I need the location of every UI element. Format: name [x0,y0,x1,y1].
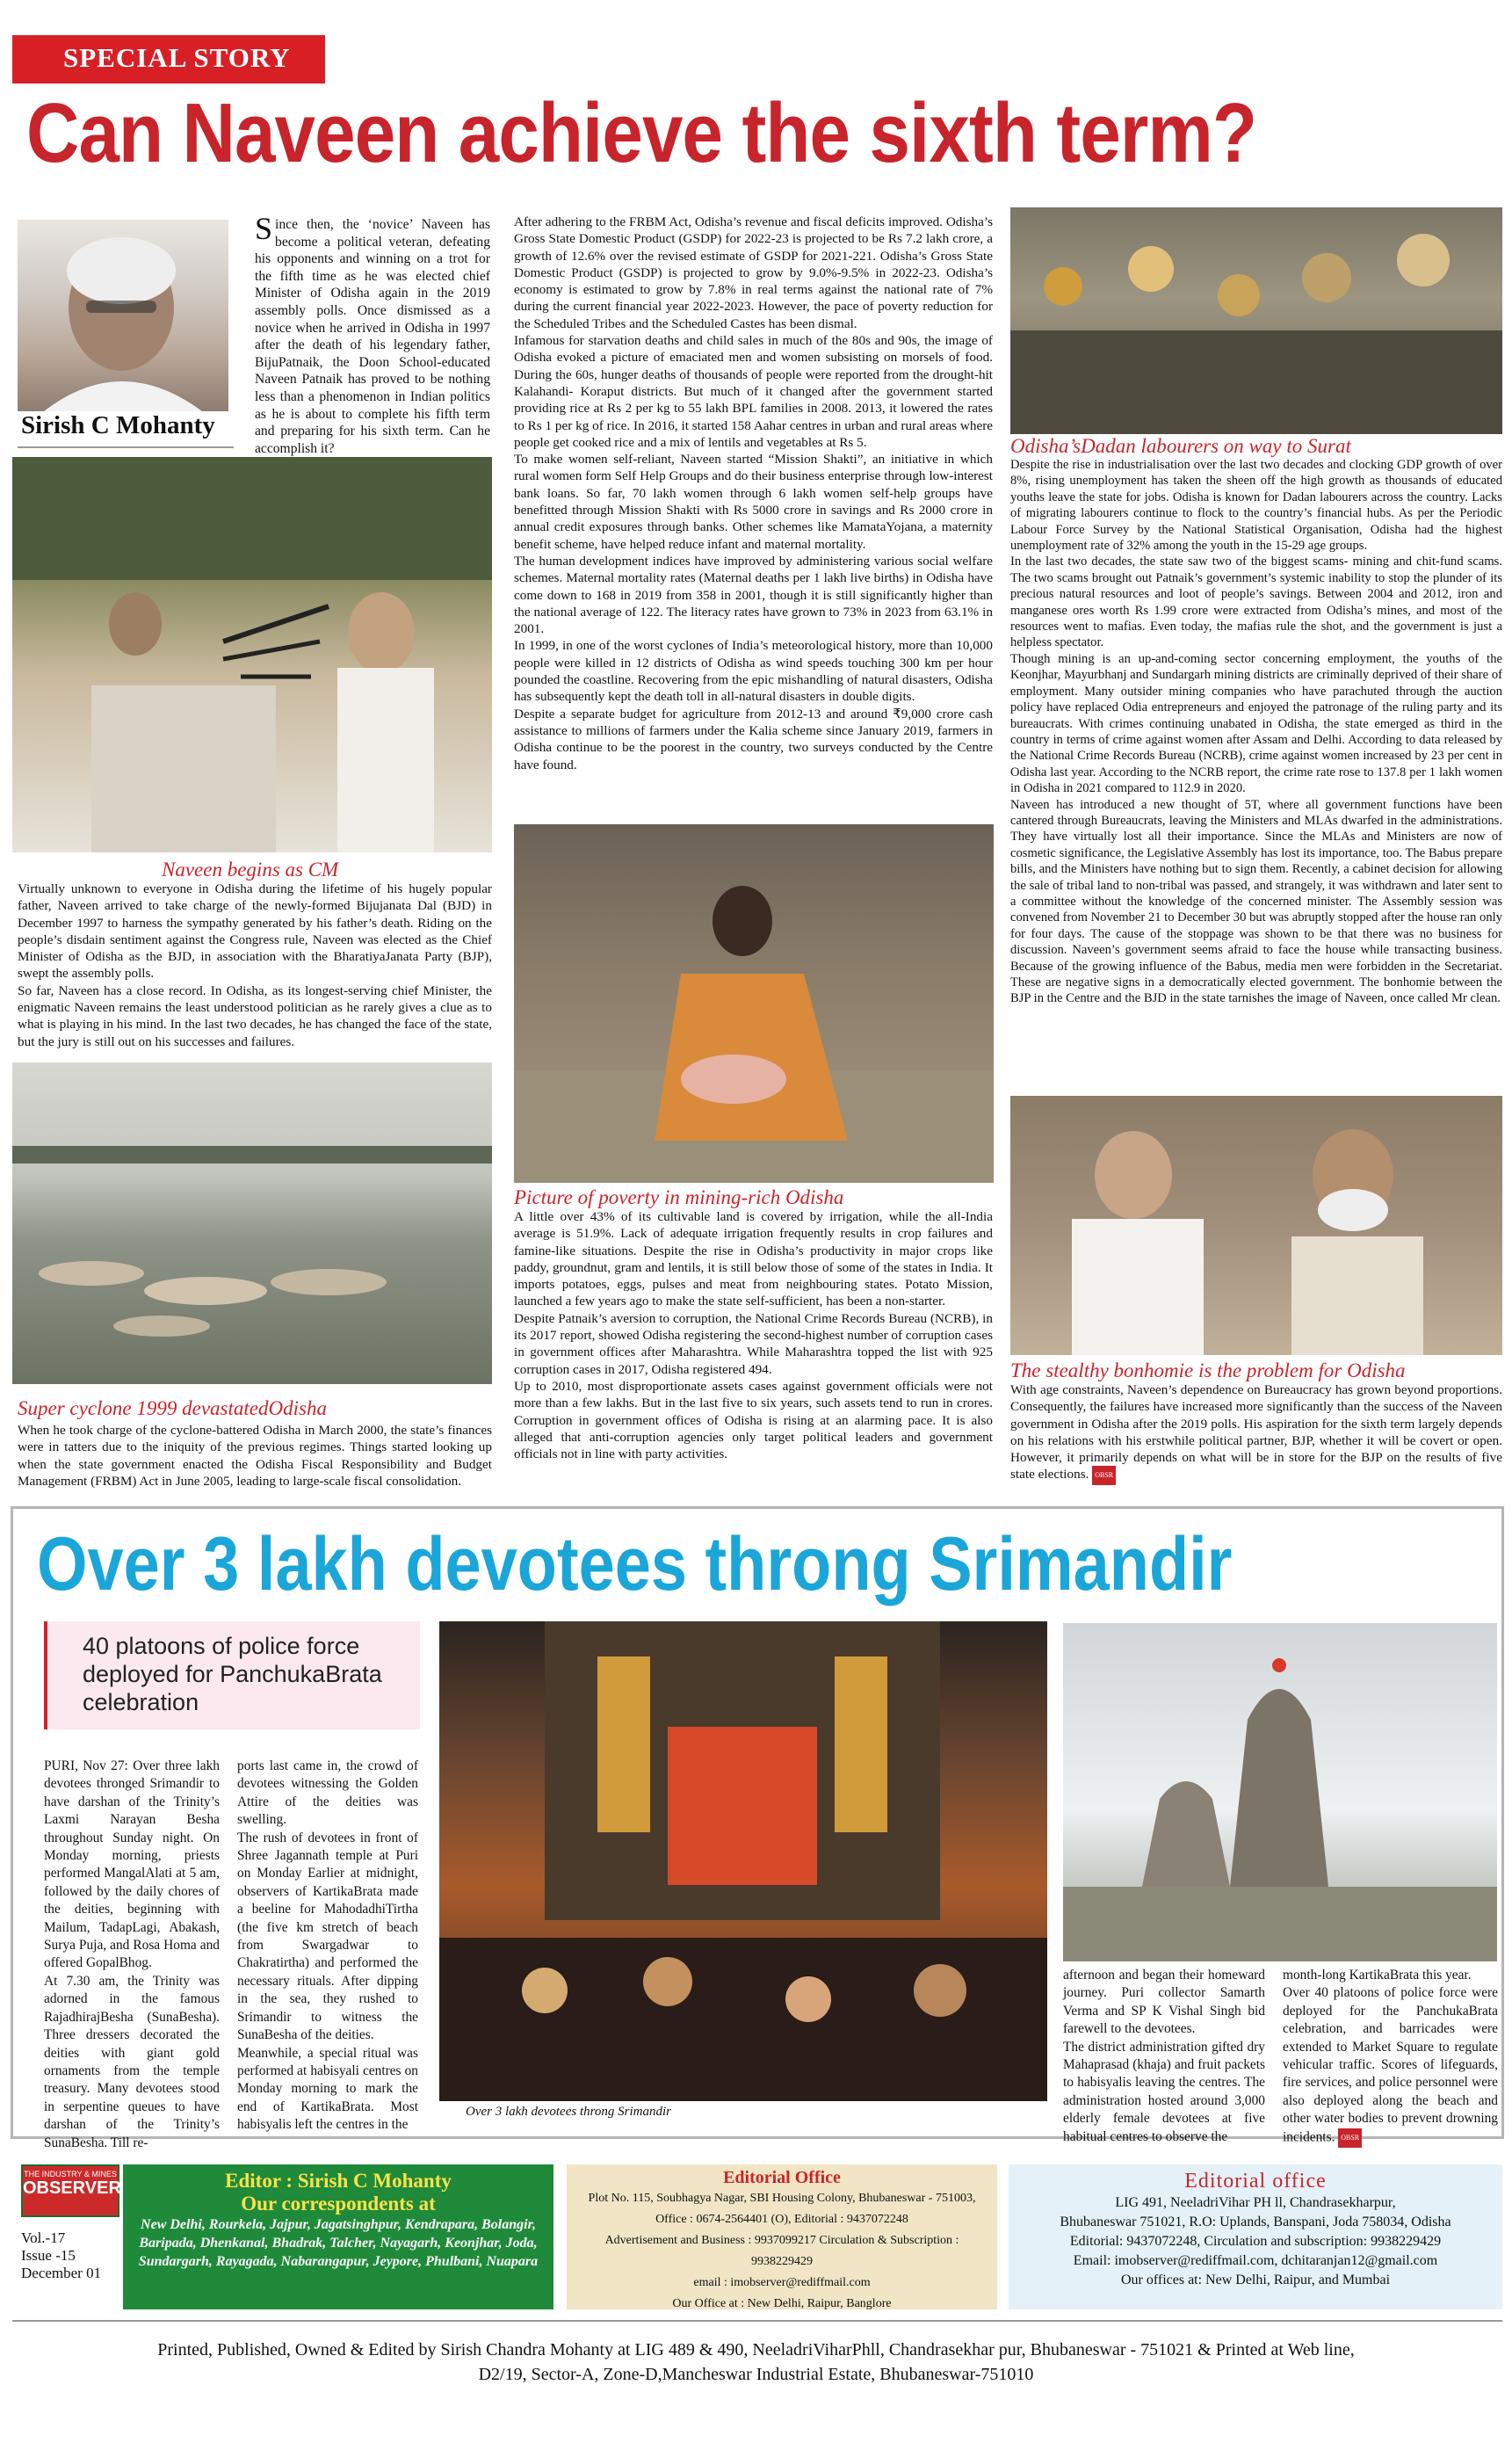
economy-text: After adhering to the FRBM Act, Odisha’s revenue and fiscal deficits improved. Odisha’s Gross State Domestic Product (GSDP) for 2022-23 is projected to be Rs 7.2 lakh crore, a growth of 12.6% over the revised estimate of GSDP for 2021-221. Odisha’s Gross State Domestic Product (GSDP) is projected to grow by 9.0%-9.5% in 2022-23. Odisha’s economy is estimated to grow by 7.8% in real terms against the national rate of 7% during the current financial year 2022-2023. However, the pace of poverty reduction for the Scheduled Tribes and the Scheduled Castes has been dismal. Infamous for starvation deaths and child sales in much of the 80s and 90s, the image of Odisha evoked a picture of emaciated men and women subsisting on morsels of food. During the 60s, hunger deaths of thousands of people were reported from the drought-hit Kalahandi- Koraput districts. But much of it changed after the government started providing rice at Rs 2 per kg to 55 lakh BPL families in 2008. 2013, it lowered the rates to Rs 1 per kg of rice. In 2016, it started 158 Aahar centres in urban and rural areas where people get cooked rice and a mix of lentils and vegetables at Rs 5. To make women self-reliant, Naveen started “Mission Shakti”, an initiative in which rural women form Self Help Groups and do their business enterprise through low-interest bank loans. So far, 70 lakh women through 6 lakh women self-help groups have benefitted through Mission Shakti with Rs 5000 crore in savings and Rs 2000 crore in annual credit exposures through banks. Other schemes like MamataYojana, a maternity benefit scheme, have helped reduce infant and maternal mortality. The human development indices have improved by administering various social welfare schemes. Maternal mortality rates (Maternal deaths per 1 lakh live births) in Odisha have come down to 168 in 2019 from 358 in 2001, though it is still significantly higher than the national average of 122. The literacy rates have grown to 73% in 2023 from 63.1% in 2001. In 1999, in one of the worst cyclones of India’s meteorological history, more than 10,000 people were killed in 12 districts of Odisha as wind speeds touching 300 km per hour pounded the coastline. Recovering from the epic mishandling of natural disasters, Odisha has subsequently kept the death toll in all-natural disasters in double digits. Despite a separate budget for agriculture from 2012-13 and around ₹9,000 crore cash assistance to millions of farmers under the Kalia scheme since January 2019, farmers in Odisha continue to be the poorest in the country, two surveys conducted by the Centre have found. [514,214,993,772]
labourers-photo [1010,207,1502,434]
office-line-4: Email: imobserver@rediffmail.com, dchitaranjan12@gmail.com [1073,2253,1438,2268]
correspondents-places: New Delhi, Rourkela, Jajpur, Jagatsinghpur, Kendrapara, Bolangir, Baripada, Dhenkanal, Bhadrak, Talcher, Nayagarh, Keonjhar, Joda, Sundargarh, Rayagada, Nabarangapur, Jeypore, Phulbani, Nuapara [138,2217,539,2269]
temple-spire-icon [1063,1623,1497,1961]
masthead-name: OBSERVER [23,2178,121,2198]
byline-rule [18,446,234,448]
story2-col2: ports last came in, the crowd of devotees witnessing the Golden Attire of the deities was swelling. The rush of devotees in front of Shree Jagannath temple at Puri on Monday Earlier at midnight, observers of KartikaBrata made a beeline for MahodadhiTirtha (the five km stretch of beach from Swargadwar to Chakratirtha) and performed the necessary rituals. After dipping in the sea, they rushed to Srimandir to witness the SunaBesha of the deities. Meanwhile, a special ritual was performed at habisyali centres on Monday morning to mark the end of KartikaBrata. Most habisyalis left the centres in the [237,1758,418,2133]
caption-cyclone: Super cyclone 1999 devastatedOdisha [18,1397,327,1419]
editor-name: Editor : Sirish C Mohanty [225,2170,452,2192]
section-tag: SPECIAL STORY [12,35,325,83]
correspondents-title: Our correspondents at [241,2193,436,2215]
caption-bonhomie: The stealthy bonhomie is the problem for Odisha [1010,1359,1406,1381]
author-portrait-icon [18,220,228,411]
intro-body: ince then, the ‘novice’ Naveen has become a political veteran, defeating his opponents and winning on a trot for the fifth time as he was elected chief Minister of Odisha again in the 2019 assembly polls. Once dismissed as a novice when he arrived in Odisha in 1997 after the death of his legendary father, BijuPatnaik, the Doon School-educated Naveen Patnaik has proved to be nothing less than a phenomenon in Indian politics as he is about to complete his fifth term and preparing for his sixth term. Can he accomplish it? [255,217,490,456]
story2-col4-body: month-long KartikaBrata this year. Over 40 platoons of police force were deployed for the PanchukaBrata celebration, and barricades were extended to Market Square to regulate vehicular traffic. Scores of lifeguards, fire services, and police personnel were also deployed along the beach and other water bodies to prevent drowning incidents. [1283,1968,1498,2145]
footer-rule [12,2320,1502,2322]
poverty-photo [514,824,994,1183]
irrigation-text: A little over 43% of its cultivable land is covered by irrigation, while the all-India average is 51.9%. Lack of adequate irrigation frequently results in crop failures and famine-like situations. Despite the rise in Odisha’s productivity in major crops like paddy, groundnut, gram and lentils, it is still below those of some of the states in India. It imports potatoes, eggs, pulses and meat from neighbouring states. Potato Mission, launched a few years ago to make the state self-sufficient, has been a non-starter. Despite Patnaik’s aversion to corruption, the National Crime Records Bureau (NCRB), in its 2017 report, showed Odisha registering the second-highest number of corruption cases in government offices after Maharashtra. While Maharashtra topped the list with 925 corruption cases in 2017, Odisha registered 494. Up to 2010, most disproportionate assets cases against government officials were not more than a few lakhs. But in the last five to six years, such assets tend to run in crores. Corruption in government offices of Odisha is rising at an alarming pace. It is also alleged that anti-corruption agencies only target political leaders and government officials not in line with party activities. [514,1209,993,1462]
caption-poverty: Picture of poverty in mining-rich Odisha [514,1186,844,1208]
story2-col4 [1283,1967,1498,2148]
conclusion-text [1010,1381,1502,1485]
office-line-3: Editorial: 9437072248, Circulation and subscription: 9938229429 [1069,2234,1442,2249]
caption-cm: Naveen begins as CM [162,859,339,881]
temple-crowd-icon [439,1621,1047,2101]
unemployment-text: Despite the rise in industrialisation over the last two decades and clocking GDP growth of over 8%, rising unemployment has taken the sheen off the high growth as thousands of educated youths leave the state for jobs. Odisha is known for Dadan labourers across the country. Lacks of migrating labourers continue to flock to the country’s financial hubs. As per the Periodic Labour Force Survey by the National Statistical Organisation, Odisha had the highest unemployment rate of 32% among the youth in the 15-29 age groups. In the last two decades, the state saw two of the biggest scams- mining and chit-fund scams. The two scams brought out Patnaik’s government’s systemic inability to stop the plunder of its precious natural resources and loot of people’s savings. Between 2004 and 2012, iron and manganese ores worth Rs 1.99 crore were extracted from Odisha’s mines, and most of the resources went to mafias. Even today, the mafias rule the shot, and the government is just a helpless spectator. Though mining is an up-and-coming sector concerning employment, the youths of the Keonjhar, Mayurbhanj and Sundargarh mining districts are criminally deprived of their share of employment. Many outsider mining companies who have parachuted through the auction policy have replaced Odia entrepreneurs and enjoyed the patronage of the ruling party and its bureaucrats. With crimes continuing unabated in Odisha, the state emerged as third in the country in terms of crime against women after Assam and Delhi. According to data released by the National Crime Records Bureau (NCRB), crime against women increased by 23 per cent in Odisha last year. According to the NCRB report, the crime rate rose to 137.8 per 1 lakh women in Odisha in 2021 compared to 112.9 in 2020. Naveen has introduced a new thought of 5T, where all government functions have been cantered through Bureaucrats, leaving the Ministers and MLAs dwarfed in the administrations. They have virtually lost all their importance. Since the MLAs and Ministers are now of cosmetic significance, the Legislative Assembly has lost its importance, too. The Babus prepare bills, and the Ministers have nothing but to sign them. Recently, a cabinet decision for allowing the sale of tribal land to non-tribal was passed, and strangely, it was withdrawn and later sent to a committee without the knowledge of the concerned minister. The Assembly session was convened from November 21 to December 30 but was abruptly stopped after the house ran only for four days. The cause of the stoppage was shown to be that there was no business for discussion. Naveen’s government seems afraid to face the house while transacting business. Because of the growing influence of the Babus, media men were forbidden in the Secretariat. These are negative signs in a democratically elected government. The bonhomie between the BJP in the Centre and the BJD in the state tarnishes the image of Naveen, once called Mr clean. [1010,458,1502,1006]
editor-box [123,2164,553,2309]
main-headline: Can Naveen achieve the sixth term? [26,86,1257,180]
two-leaders-icon [1010,1096,1502,1355]
editorial-office-title: Editorial Office [723,2168,841,2187]
imprint-line-2: D2/19, Sector-A, Zone-D,Mancheswar Industrial Estate, Bhubaneswar-751010 [478,2365,1034,2384]
end-mark-2: OBSR [1338,2128,1362,2148]
cm-oath-photo [12,457,492,852]
masthead-top: THE INDUSTRY & MINES [24,2170,117,2178]
story2-deck: 40 platoons of police force deployed for PanchukaBrata celebration [44,1621,420,1729]
srimandir-crowd-photo [439,1621,1047,2101]
imprint-line-1: Printed, Published, Owned & Edited by Sirish Chandra Mohanty at LIG 489 & 490, NeeladriViharPhll, Chandrasekhar pur, Bhubaneswar - 751021 & Printed at Web line, [157,2340,1355,2360]
editorial-line-5: Our Office at : New Delhi, Raipur, Banglore [672,2297,892,2310]
jagannath-temple-photo [1063,1623,1497,1961]
masthead-issue: Issue -15 [21,2247,76,2264]
drop-cap: S [255,211,273,246]
story2-col1: PURI, Nov 27: Over three lakh devotees thronged Srimandir to have darshan of the Trinity’s Laxmi Narayan Besha throughout Sunday night. On Monday morning, priests performed MangalAlati at 5 am, followed by the daily chores of the deities, beginning with Mailum, TadapLagi, Abakash, Surya Puja, and Rosa Homa and offered GopalBhog. At 7.30 am, the Trinity was adorned in the famous RajadhirajBesha (SunaBesha). Three dressers decorated the deities with giant gold ornaments from the temple treasury. Many devotees stood in serpentine queues to have darshan of the Trinity’s SunaBesha. Till re- [44,1758,220,2150]
story2-col3: afternoon and began their homeward journey. Puri collector Samarth Verma and SP K Vishal Singh bid farewell to the devotees. The district administration gifted dry Mahaprasad (khaja) and fruit packets to habisyalis leaving the centres. The administration hosted around 3,000 elderly female devotees at five habitual centres to observe the [1063,1968,1265,2144]
caption-labourers: Odisha’sDadan labourers on way to Surat [1010,435,1351,457]
office-title: Editorial office [1184,2170,1327,2193]
bonhomie-photo [1010,1096,1502,1355]
editorial-line-2: Office : 0674-2564401 (O), Editorial : 9437072248 [655,2213,908,2226]
editorial-line-3: Advertisement and Business : 9937099217 Circulation & Subscription : 9938229429 [604,2234,959,2268]
editorial-line-4: email : imobserver@rediffmail.com [693,2276,871,2289]
crowd-icon [1010,207,1502,434]
cm-text: Virtually unknown to everyone in Odisha during the lifetime of his hugely popular father, Naveen arrived to take charge of the newly-formed Bijujanata Dal (BJD) in December 1997 to harness the sympathy generated by his father’s death. Riding on the people’s disdain sentiment against the Congress rule, Naveen was elected as the Chief Minister of Odisha as the BJD, in association with the BharatiyaJanata Party (BJP), swept the assembly polls. So far, Naveen has a close record. In Odisha, as its longest-serving chief Minister, the enigmatic Naveen remains the least understood politician as he rarely gives a clue as to what is playing in his mind. In the last two decades, he has changed the face of the state, but the jury is still out on his successes and failures. [18,881,492,1049]
footer-masthead [21,2164,119,2314]
flooded-field-icon [12,1062,492,1384]
cyclone-photo [12,1062,492,1384]
editorial-office-box [567,2164,997,2309]
cyclone-text: When he took charge of the cyclone-battered Odisha in March 2000, the state’s finances were in tatters due to the iniquity of the previous regimes. Things started looking up when the state government enacted the Odisha Fiscal Responsibility and Budget Management (FRBM) Act in June 2005, leading to large-scale fiscal consolidation. [18,1423,492,1489]
office-line-5: Our offices at: New Delhi, Raipur, and Mumbai [1120,2273,1391,2287]
office-line-1: LIG 491, NeeladriVihar PH ll, Chandrasekharpur, [1115,2195,1396,2210]
conclusion-body: With age constraints, Naveen’s dependence on Bureaucracy has grown beyond proportions. Consequently, the failures have increased more significantly than the success of the Naveen government in Odisha after the 2019 polls. His aspiration for the sixth term largely depends on his relations with his erstwhile political partner, BJP, whether it will be covert or open. However, it primarily depends on what will be in store for the BJP on the results of five state elections. [1010,1382,1502,1482]
masthead-vol: Vol.-17 [21,2229,66,2246]
end-mark: OBSR [1092,1466,1116,1484]
woman-child-icon [514,824,994,1183]
editorial-line-1: Plot No. 115, Soubhagya Nagar, SBI Housing Colony, Bhubaneswar - 751003, [588,2192,976,2205]
caption-srimandir: Over 3 lakh devotees throng Srimandir [466,2105,671,2119]
byline: Sirish C Mohanty [21,411,215,439]
office-box [1009,2164,1502,2309]
masthead-date: December 01 [21,2265,102,2281]
office-line-2: Bhubaneswar 751021, R.O: Uplands, Banspani, Joda 758034, Odisha [1060,2215,1451,2229]
masthead-logo [21,2164,119,2217]
podium-scene-icon [12,457,492,852]
intro-text [255,211,490,457]
story2-headline: Over 3 lakh devotees throng Srimandir [37,1522,1233,1606]
author-photo [18,220,228,411]
imprint [0,2338,1512,2387]
